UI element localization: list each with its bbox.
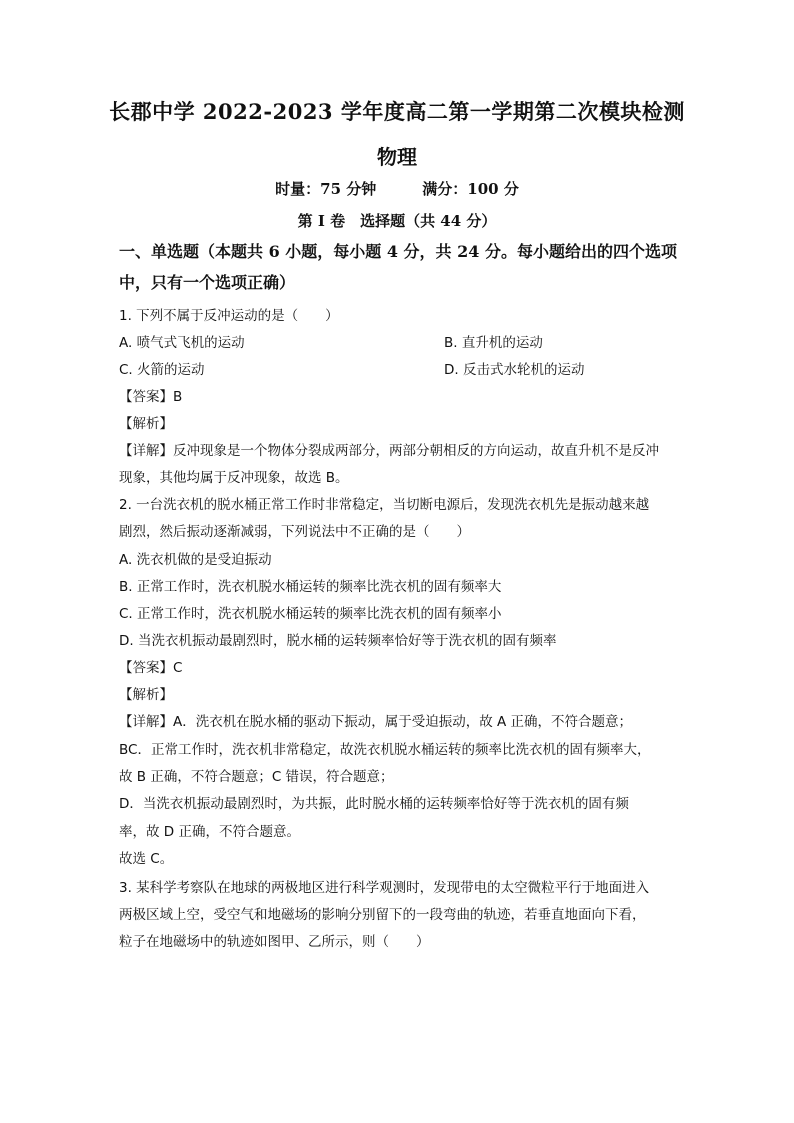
q1-answer: 【答案】B xyxy=(119,389,183,405)
q2-analysis-label: 【解析】 xyxy=(119,687,173,703)
q2-detail-line2: BC．正常工作时，洗衣机非常稳定，故洗衣机脱水桶运转的频率比洗衣机的固有频率大， xyxy=(119,742,651,758)
subject-title: 物理 xyxy=(377,145,417,169)
q2-detail-line6: 故选 C。 xyxy=(119,851,174,867)
exam-meta xyxy=(0,178,794,199)
full-score: 满分：100 分 xyxy=(422,180,519,198)
part-heading-line1: 一、单选题（本题共 6 小题，每小题 4 分，共 24 分。每小题给出的四个选项 xyxy=(119,242,677,261)
q2-detail-line4: D．当洗衣机振动最剧烈时，为共振，此时脱水桶的运转频率恰好等于洗衣机的固有频 xyxy=(119,796,629,812)
q2-answer: 【答案】C xyxy=(119,660,183,676)
q2-option-b: B. 正常工作时，洗衣机脱水桶运转的频率比洗衣机的固有频率大 xyxy=(119,579,502,595)
section-title: 第 I 卷 选择题（共 44 分） xyxy=(297,212,497,230)
q2-option-d: D. 当洗衣机振动最剧烈时，脱水桶的运转频率恰好等于洗衣机的固有频率 xyxy=(119,633,557,649)
q1-option-a: A. 喷气式飞机的运动 xyxy=(119,335,245,351)
q1-detail-line1: 【详解】反冲现象是一个物体分裂成两部分，两部分朝相反的方向运动，故直升机不是反冲 xyxy=(119,443,659,459)
q1-option-d: D. 反击式水轮机的运动 xyxy=(444,362,585,378)
time-limit: 时量：75 分钟 xyxy=(275,180,377,198)
exam-title: 长郡中学 2022-2023 学年度高二第一学期第二次模块检测 xyxy=(109,99,685,124)
part-heading-line2: 中，只有一个选项正确） xyxy=(119,273,296,292)
q2-detail-line3: 故 B 正确，不符合题意；C 错误，符合题意； xyxy=(119,769,394,785)
q2-stem-line1: 2. 一台洗衣机的脱水桶正常工作时非常稳定，当切断电源后，发现洗衣机先是振动越来越 xyxy=(119,497,650,513)
q2-option-c: C. 正常工作时，洗衣机脱水桶运转的频率比洗衣机的固有频率小 xyxy=(119,606,502,622)
q1-option-c: C. 火箭的运动 xyxy=(119,362,205,378)
q1-stem: 1. 下列不属于反冲运动的是（ ） xyxy=(119,308,339,324)
q2-stem-line2: 剧烈，然后振动逐渐减弱，下列说法中不正确的是（ ） xyxy=(119,524,470,540)
q2-option-a: A. 洗衣机做的是受迫振动 xyxy=(119,552,272,568)
q2-detail-line5: 率，故 D 正确，不符合题意。 xyxy=(119,824,300,840)
q3-stem-line3: 粒子在地磁场中的轨迹如图甲、乙所示，则（ ） xyxy=(119,934,430,950)
q3-stem-line2: 两极区域上空，受空气和地磁场的影响分别留下的一段弯曲的轨迹，若垂直地面向下看， xyxy=(119,907,646,923)
q2-detail-line1: 【详解】A．洗衣机在脱水桶的驱动下振动，属于受迫振动，故 A 正确，不符合题意； xyxy=(119,714,633,730)
q1-analysis-label: 【解析】 xyxy=(119,416,173,432)
q3-stem-line1: 3. 某科学考察队在地球的两极地区进行科学观测时，发现带电的太空微粒平行于地面进入 xyxy=(119,880,650,896)
q1-detail-line2: 现象，其他均属于反冲现象，故选 B。 xyxy=(119,470,349,486)
q1-option-b: B. 直升机的运动 xyxy=(444,335,543,351)
